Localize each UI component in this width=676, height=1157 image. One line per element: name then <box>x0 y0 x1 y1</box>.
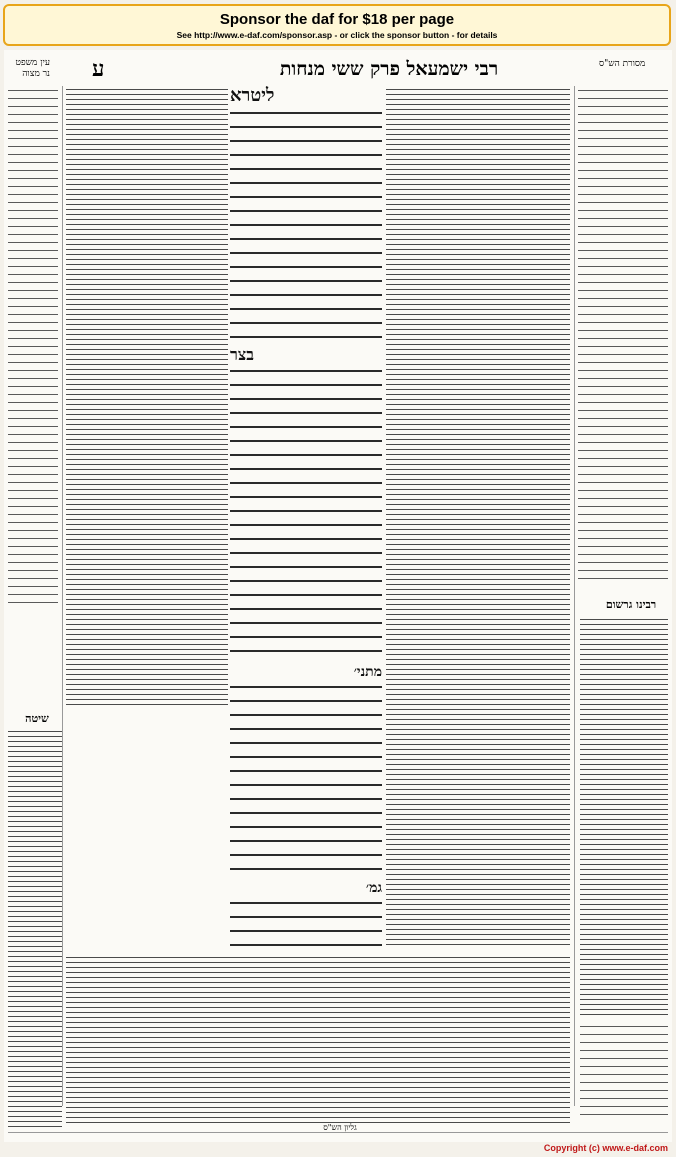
mesoret-hashas-column <box>578 86 668 586</box>
gemara-text-4 <box>230 896 382 946</box>
talmud-page <box>4 50 672 1142</box>
ein-mishpat-label: עין משפט נר מצוה <box>15 58 50 79</box>
tosafot-column <box>66 86 228 706</box>
shita-mekubetzet-title: שיטה <box>25 712 49 725</box>
sponsor-subtitle[interactable]: See http://www.e-daf.com/sponsor.asp - or click the sponsor button - for details <box>176 30 498 40</box>
chapter-title: רבי ישמעאל פרק ששי מנחות <box>279 58 499 80</box>
sponsor-banner[interactable] <box>3 4 671 46</box>
sponsor-title[interactable]: Sponsor the daf for $18 per page <box>219 11 455 28</box>
page-number: ע <box>92 56 105 82</box>
gemara-mid-word: בצר <box>230 345 254 364</box>
gemara-text-2 <box>230 364 382 664</box>
column-divider <box>574 86 575 1106</box>
right-bottom-commentary <box>580 1022 668 1122</box>
gilyon-hashas-note: גליון הש"ס <box>323 1123 357 1132</box>
page-footer <box>0 1123 676 1157</box>
column-divider <box>62 86 63 1106</box>
bottom-commentary <box>66 954 570 1126</box>
gemara-text <box>230 106 382 346</box>
page-header <box>4 54 672 84</box>
rabbeinu-gershom-column <box>580 616 668 1016</box>
mishnah-marker: מתני׳ <box>353 664 382 680</box>
rashi-column <box>386 86 570 948</box>
rabbeinu-gershom-title: רבינו גרשום <box>605 598 657 611</box>
ein-mishpat-column <box>8 86 58 606</box>
gemara-text-3 <box>230 680 382 880</box>
mesoret-label: מסורת הש"ס <box>599 59 646 69</box>
gemara-opening-word: ליטרא <box>230 86 275 106</box>
bottom-rule <box>8 1132 668 1133</box>
gemara-marker: גמ׳ <box>365 880 382 896</box>
shita-mekubetzet-column <box>8 728 62 1128</box>
gemara-column <box>230 86 382 948</box>
copyright-notice[interactable]: Copyright (c) www.e-daf.com <box>543 1143 668 1153</box>
